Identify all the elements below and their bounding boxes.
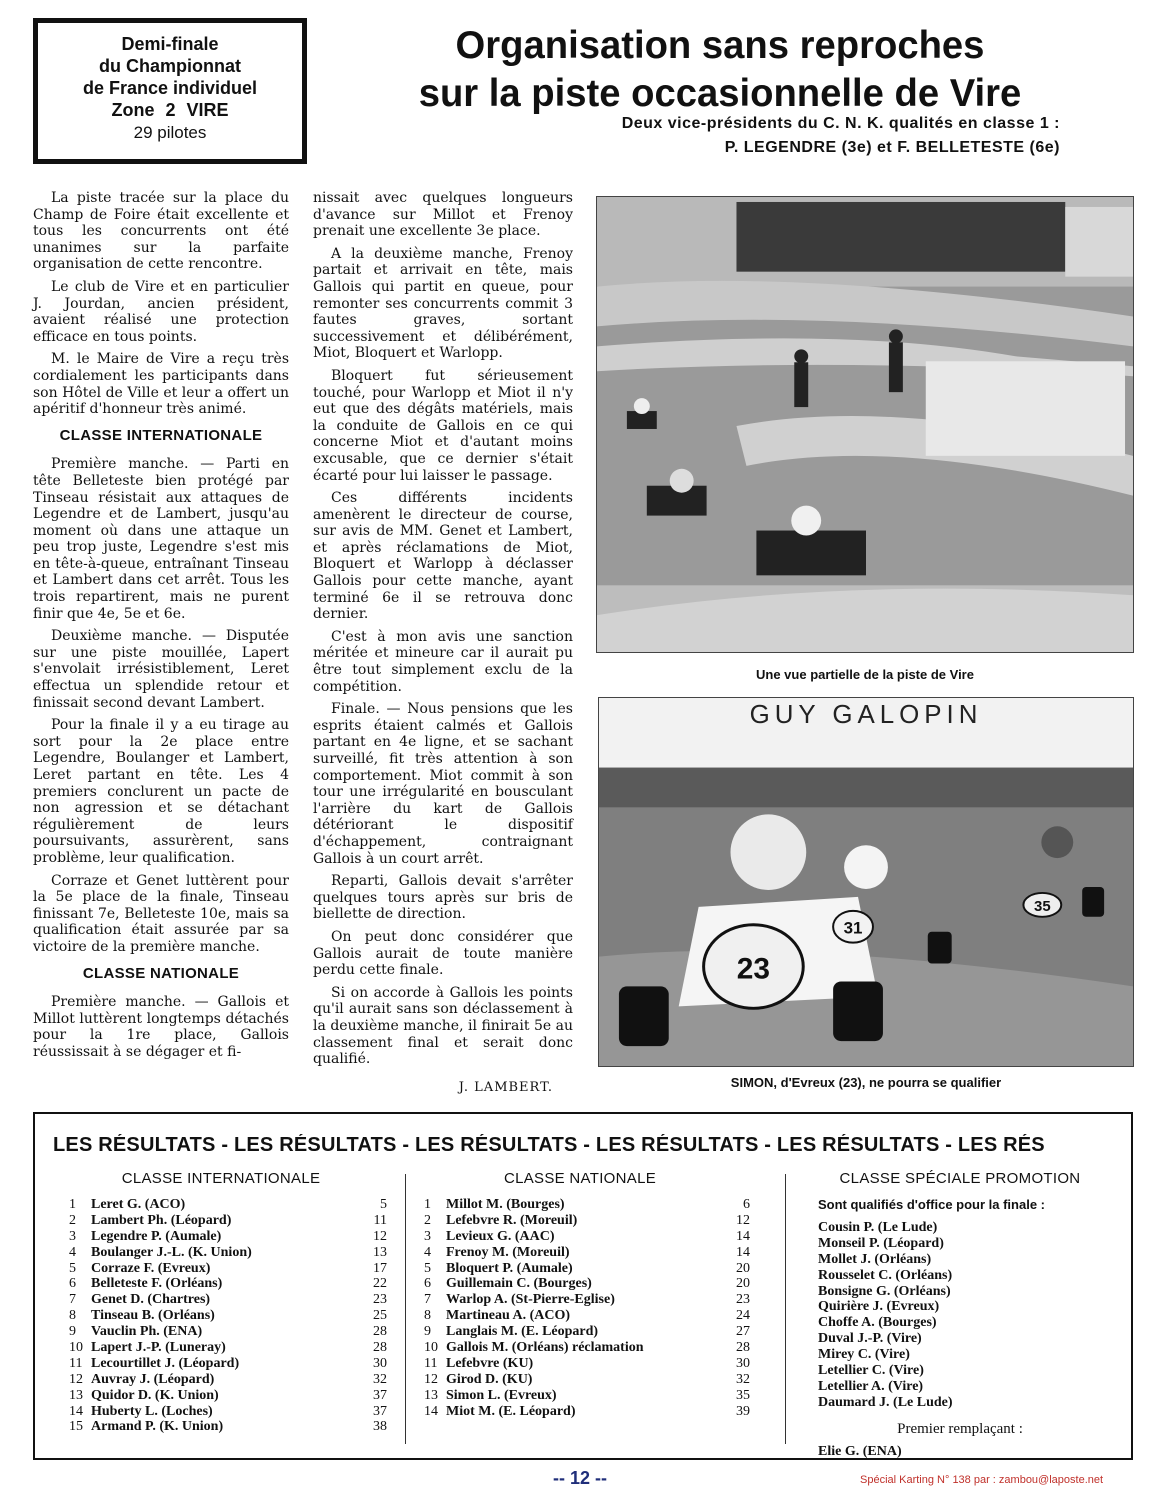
result-name: Lapert J.-P. (Luneray): [91, 1340, 226, 1356]
result-rank: 15: [69, 1419, 83, 1435]
result-row: [55, 1404, 387, 1420]
result-points: 22: [373, 1276, 387, 1292]
result-name: Tinseau B. (Orléans): [91, 1308, 215, 1324]
result-points: 20: [736, 1276, 750, 1292]
track-photo-drawing: [597, 197, 1133, 652]
result-points: 39: [736, 1403, 750, 1419]
result-name: Boulanger J.-L. (K. Union): [91, 1244, 252, 1260]
result-row: [55, 1340, 387, 1356]
result-name: Quidor D. (K. Union): [91, 1387, 219, 1403]
section-heading: CLASSE NATIONALE: [82, 964, 240, 982]
track-photo: [596, 196, 1134, 653]
result-rank: 2: [69, 1212, 76, 1228]
result-name: Levieux G. (AAC): [446, 1228, 555, 1244]
result-rank: 7: [424, 1292, 431, 1308]
results-list: [410, 1197, 750, 1419]
qualified-name: Letellier A. (Vire): [818, 1378, 924, 1394]
results-heading: CLASSE NATIONALE: [503, 1170, 657, 1187]
info-line: de France individuel: [82, 78, 258, 98]
result-rank: 11: [69, 1355, 83, 1371]
author-signature: J. LAMBERT.: [458, 1079, 553, 1095]
result-rank: 14: [69, 1403, 83, 1419]
kart-number: 35: [1034, 897, 1051, 915]
result-rank: 4: [69, 1244, 76, 1260]
result-name: Girod D. (KU): [446, 1371, 533, 1387]
result-points: 20: [736, 1260, 750, 1276]
result-row: [410, 1261, 750, 1277]
result-rank: 11: [424, 1355, 438, 1371]
result-points: 28: [373, 1324, 387, 1340]
result-points: 27: [736, 1324, 750, 1340]
result-row: [410, 1388, 750, 1404]
result-rank: 13: [69, 1387, 83, 1403]
result-rank: 8: [69, 1308, 76, 1324]
result-row: [410, 1245, 750, 1261]
result-row: [410, 1197, 750, 1213]
column-divider: [405, 1174, 406, 1444]
result-rank: 6: [424, 1276, 431, 1292]
result-points: 23: [736, 1292, 750, 1308]
qualified-name: Daumard J. (Le Lude): [818, 1394, 953, 1410]
result-points: 35: [736, 1387, 750, 1403]
result-row: [55, 1197, 387, 1213]
result-name: Simon L. (Evreux): [446, 1387, 557, 1403]
result-points: 6: [743, 1197, 750, 1212]
result-points: 5: [380, 1197, 387, 1212]
result-points: 28: [736, 1340, 750, 1356]
result-rank: 6: [69, 1276, 76, 1292]
result-name: Guillemain C. (Bourges): [446, 1276, 592, 1292]
result-row: [410, 1229, 750, 1245]
qualified-name: Bonsigne G. (Orléans): [818, 1283, 951, 1299]
result-row: [410, 1292, 750, 1308]
result-row: [55, 1292, 387, 1308]
result-rank: 8: [424, 1308, 431, 1324]
result-rank: 10: [424, 1340, 438, 1356]
result-row: [55, 1419, 387, 1435]
column-divider: [785, 1174, 786, 1444]
paragraph: Pour la finale il y a eu tirage au sort pour la 2e place entre Legendre, Boulanger et Lambert, Leret partant en tête. Les 4 premiers conclurent un pacte de non agression et se détachant régulièrement de leurs poursuivants, assurèrent, sans problème, leur qualification.: [33, 717, 289, 866]
result-points: 23: [373, 1292, 387, 1308]
result-rank: 12: [424, 1371, 438, 1387]
photo-caption: Une vue partielle de la piste de Vire: [756, 667, 974, 682]
result-name: Corraze F. (Evreux): [91, 1260, 211, 1276]
result-points: 37: [373, 1403, 387, 1419]
result-row: [410, 1308, 750, 1324]
subtitle-line-2: P. LEGENDRE (3e) et F. BELLETESTE (6e): [724, 139, 1060, 156]
page-title: [367, 22, 1073, 118]
result-rank: 9: [69, 1324, 76, 1340]
result-row: [55, 1229, 387, 1245]
info-line: du Championnat: [99, 56, 241, 76]
replacement-name: Elie G. (ENA): [818, 1443, 902, 1459]
paragraph: Bloquert fut sérieusement touché, pour Warlopp et Miot il n'y eut que des dégâts matériels, mais la conduite de Gallois en ce qui concerne Miot et d'autant moins excusable, que ce dernier s'était écarté pour lui laisser le passage.: [313, 367, 573, 484]
result-name: Armand P. (K. Union): [91, 1419, 224, 1435]
result-row: [55, 1245, 387, 1261]
result-row: [55, 1213, 387, 1229]
result-points: 24: [736, 1308, 750, 1324]
paragraph: Si on accorde à Gallois les points qu'il aurait sans son déclassement à la deuxième manche, il finirait 5e au classement final et serait donc qualifié.: [313, 984, 573, 1068]
results-box: [33, 1112, 1133, 1460]
paragraph: On peut donc considérer que Gallois aurait de toute manière perdu cette finale.: [313, 928, 573, 979]
result-name: Auvray J. (Léopard): [91, 1371, 215, 1387]
paragraph: Ces différents incidents amenèrent le directeur de course, sur avis de MM. Genet et Lambert, et après réclamations de Miot, Bloquert et Warlopp à déclasser Gallois pour cette manche, ayant terminé 6e il se retrouva donc dernier.: [313, 490, 573, 623]
result-row: [410, 1324, 750, 1340]
result-rank: 5: [424, 1260, 431, 1276]
subtitle-line-1: Deux vice-présidents du C. N. K. qualités en classe 1 :: [621, 115, 1060, 132]
result-row: [55, 1388, 387, 1404]
paragraph: Deuxième manche. — Disputée sur une piste mouillée, Lapert s'envolait irrésistiblement, Leret effectua un splendide retour et finissait second devant Lambert.: [33, 628, 289, 711]
results-list: [55, 1197, 387, 1435]
result-name: Vauclin Ph. (ENA): [91, 1324, 203, 1340]
article-column-2: [313, 190, 573, 1102]
replacement-label: Premier remplaçant :: [897, 1420, 1023, 1437]
paragraph: C'est à mon avis une sanction méritée et mineure car il aurait pu être tout simplement exclu de la compétition.: [313, 628, 573, 695]
paragraph: Le club de Vire et en particulier J. Jourdan, ancien président, avaient réalisé une protection efficace en tous points.: [33, 278, 289, 345]
result-points: 38: [373, 1419, 387, 1435]
result-points: 30: [373, 1355, 387, 1371]
sign-text: GUY GALOPIN: [749, 700, 983, 729]
result-rank: 14: [424, 1403, 438, 1419]
result-rank: 2: [424, 1212, 431, 1228]
subtitle: [420, 112, 1060, 160]
results-banner: LES RÉSULTATS - LES RÉSULTATS - LES RÉSULTATS - LES RÉSULTATS - LES RÉSULTATS - LES RÉS: [53, 1134, 1045, 1156]
result-row: [410, 1340, 750, 1356]
info-line: Zone 2 VIRE: [111, 100, 229, 120]
title-line-1: Organisation sans reproches: [455, 24, 985, 67]
result-name: Genet D. (Chartres): [91, 1292, 211, 1308]
paragraph: Corraze et Genet luttèrent pour la 5e place de la finale, Tinseau finissant 7e, Belleteste 10e, mais sa qualification était assurée par sa victoire de la première manche.: [33, 872, 289, 955]
result-row: [55, 1276, 387, 1292]
paragraph: La piste tracée sur la place du Champ de Foire était excellente et tous les concurrents ont été unanimes sur la parfaite organisation de cette rencontre.: [33, 190, 289, 273]
result-points: 32: [736, 1371, 750, 1387]
result-points: 37: [373, 1387, 387, 1403]
result-name: Martineau A. (ACO): [446, 1308, 571, 1324]
info-pilot-count: 29 pilotes: [133, 123, 207, 142]
result-points: 14: [736, 1228, 750, 1244]
result-name: Frenoy M. (Moreuil): [446, 1244, 570, 1260]
paragraph: Reparti, Gallois devait s'arrêter quelques tours après sur bris de biellette de direction.: [313, 873, 573, 923]
result-name: Gallois M. (Orléans) réclamation: [446, 1340, 644, 1356]
kart-number: 31: [843, 918, 863, 938]
result-name: Huberty L. (Loches): [91, 1403, 213, 1419]
result-rank: 9: [424, 1324, 431, 1340]
result-points: 12: [373, 1228, 387, 1244]
result-name: Leret G. (ACO): [91, 1197, 186, 1212]
photo-caption: SIMON, d'Evreux (23), ne pourra se qualifier: [730, 1075, 1002, 1090]
result-rank: 12: [69, 1371, 83, 1387]
qualified-name: Monseil P. (Léopard): [818, 1235, 944, 1251]
result-row: [410, 1356, 750, 1372]
info-box: [33, 18, 307, 164]
result-row: [410, 1213, 750, 1229]
paragraph: Première manche. — Gallois et Millot luttèrent longtemps détachés pour la 1re place, Gallois réussissait à se dégager et fi-: [33, 994, 289, 1060]
qualified-name: Quirière J. (Evreux): [818, 1299, 940, 1315]
result-points: 25: [373, 1308, 387, 1324]
paragraph: Première manche. — Parti en tête Belleteste bien protégé par Tinseau résistait aux attaques de Legendre et de Lambert, jusqu'au moment où dans une attaque un peu trop juste, Legendre s'est mis en tête-à-queue, entraînant Tinseau et Lambert dans cet arrêt. Tous les trois repartirent, mais ne purent finir que 4e, 5e et 6e.: [33, 456, 289, 622]
race-photo-drawing: [599, 698, 1133, 1066]
result-row: [55, 1356, 387, 1372]
page-number: -- 12 --: [553, 1468, 607, 1488]
paragraph: M. le Maire de Vire a reçu très cordialement les participants dans son Hôtel de Ville et leur a offert un apéritif d'honneur très animé.: [33, 351, 289, 418]
result-row: [55, 1372, 387, 1388]
qualified-name: Letellier C. (Vire): [818, 1363, 924, 1379]
result-name: Miot M. (E. Léopard): [446, 1403, 576, 1419]
results-nationale: [410, 1170, 750, 1419]
result-rank: 3: [69, 1228, 76, 1244]
result-name: Lefebvre R. (Moreuil): [446, 1212, 578, 1228]
result-row: [55, 1308, 387, 1324]
result-rank: 5: [69, 1260, 76, 1276]
results-heading: CLASSE INTERNATIONALE: [121, 1170, 321, 1187]
result-name: Belleteste F. (Orléans): [91, 1276, 223, 1292]
result-row: [55, 1324, 387, 1340]
result-points: 32: [373, 1371, 387, 1387]
result-row: [410, 1276, 750, 1292]
paragraph: nissait avec quelques longueurs d'avance sur Millot et Frenoy prenait une excellente 3e place.: [313, 190, 573, 240]
results-internationale: [55, 1170, 387, 1435]
result-points: 17: [373, 1260, 387, 1276]
result-name: Langlais M. (E. Léopard): [446, 1324, 599, 1340]
result-rank: 4: [424, 1244, 431, 1260]
section-heading: CLASSE INTERNATIONALE: [59, 426, 263, 444]
footer-credit: Spécial Karting N° 138 par : zambou@laposte.net: [860, 1474, 1104, 1486]
qualified-name: Mollet J. (Orléans): [818, 1251, 932, 1267]
qualified-name: Duval J.-P. (Vire): [818, 1331, 922, 1347]
result-rank: 13: [424, 1387, 438, 1403]
qualified-name: Mirey C. (Vire): [818, 1347, 910, 1363]
paragraph: Finale. — Nous pensions que les esprits étaient calmés et Gallois partant en 4e ligne, et se sachant surveillé, fit très attention à son comportement. Miot commit à son tour une irrégularité en bousculant l'arrière du kart de Gallois détériorant le dispositif d'échappement, contraignant Gallois à un court arrêt.: [313, 701, 573, 867]
qualified-name: Choffe A. (Bourges): [818, 1315, 937, 1331]
result-name: Millot M. (Bourges): [446, 1197, 565, 1212]
qualified-name: Rousselet C. (Orléans): [818, 1267, 953, 1283]
results-heading: CLASSE SPÉCIALE PROMOTION: [839, 1170, 1081, 1187]
result-rank: 1: [424, 1197, 431, 1212]
result-rank: 1: [69, 1197, 76, 1212]
result-name: Warlop A. (St-Pierre-Eglise): [446, 1292, 615, 1308]
result-name: Bloquert P. (Aumale): [446, 1260, 573, 1276]
results-list: [800, 1220, 1120, 1411]
result-points: 13: [373, 1244, 387, 1260]
result-name: Legendre P. (Aumale): [91, 1228, 222, 1244]
result-points: 14: [736, 1244, 750, 1260]
result-name: Lambert Ph. (Léopard): [91, 1212, 232, 1228]
result-name: Lefebvre (KU): [446, 1355, 534, 1371]
results-promotion: [800, 1170, 1120, 1460]
info-line: Demi-finale: [121, 34, 219, 54]
article-column-1: [33, 190, 289, 1067]
title-line-2: sur la piste occasionnelle de Vire: [418, 72, 1022, 115]
race-photo: [598, 697, 1134, 1067]
qualified-name: Cousin P. (Le Lude): [818, 1220, 938, 1235]
result-points: 12: [736, 1212, 750, 1228]
result-rank: 3: [424, 1228, 431, 1244]
result-points: 30: [736, 1355, 750, 1371]
promotion-intro: Sont qualifiés d'office pour la finale :: [818, 1197, 1045, 1212]
result-points: 11: [373, 1212, 387, 1228]
result-row: [55, 1261, 387, 1277]
result-row: [410, 1372, 750, 1388]
result-rank: 7: [69, 1292, 76, 1308]
result-row: [410, 1404, 750, 1420]
result-rank: 10: [69, 1340, 83, 1356]
result-points: 28: [373, 1340, 387, 1356]
paragraph: A la deuxième manche, Frenoy partait et arrivait en tête, mais Gallois qui partit en queue, pour remonter ses concurrents commit 3 fautes graves, sortant successivement et délibérément, Miot, Bloquert et Warlopp.: [313, 245, 573, 362]
kart-number: 23: [736, 952, 771, 986]
result-name: Lecourtillet J. (Léopard): [91, 1355, 240, 1371]
